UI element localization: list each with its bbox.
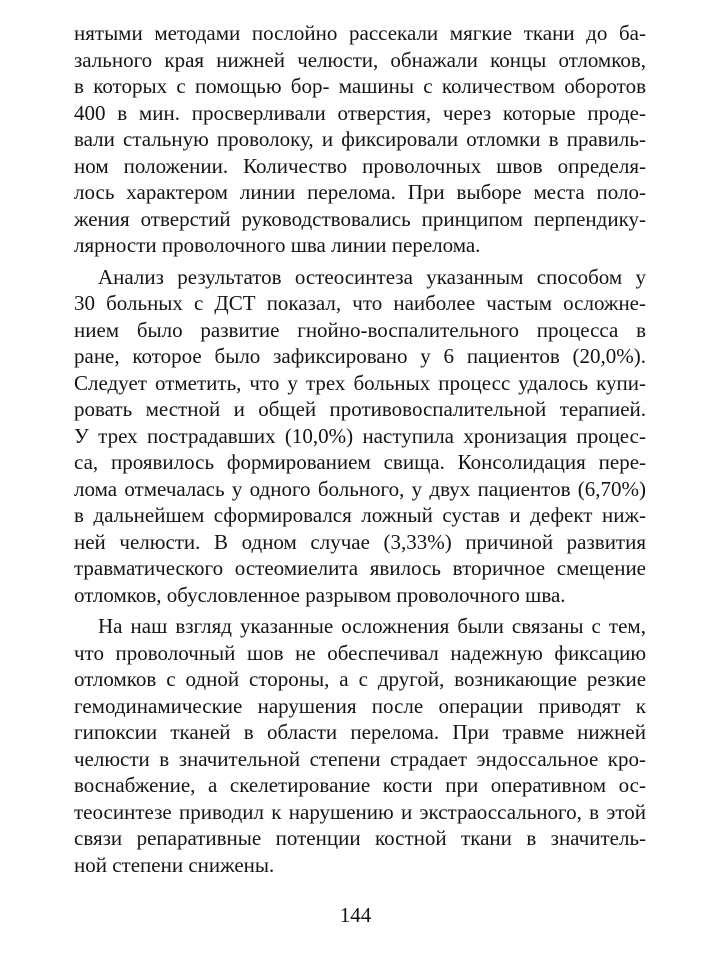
text-line: нятыми методами послойно рассекали мягкие ткани до ба- (74, 21, 646, 45)
text-line: воснабжение, а скелетирование кости при оперативном ос- (74, 773, 646, 797)
text-line: ране, которое было зафиксировано у 6 пациентов (20,0%). (74, 344, 646, 368)
text-line: в дальнейшем сформировался ложный сустав и дефект ниж- (74, 503, 646, 527)
text-line: нием было развитие гнойно-воспалительного процесса в (74, 317, 647, 342)
page-number: 144 (339, 903, 372, 927)
body-text (74, 20, 646, 878)
text-line: гемодинамические нарушения после операции приводят к (74, 693, 646, 718)
text-line: в которых с помощью бор- машины с количеством оборотов (74, 74, 646, 98)
paragraph-1 (74, 20, 646, 259)
text-line: теосинтезе приводил к нарушению и экстраоссального, в этой (74, 799, 646, 824)
text-line: отломков, обусловленное разрывом проволочного шва. (74, 582, 566, 607)
text-line: са, проявилось формированием свища. Консолидация пере- (74, 450, 647, 474)
text-line: На наш взгляд указанные осложнения были связаны с тем, (98, 614, 646, 638)
text-line: 30 больных с ДСТ показал, что наиболее частым осложне- (74, 291, 646, 315)
text-line: Следует отметить, что у трех больных процесс удалось купи- (74, 370, 646, 395)
text-line: челюсти в значительной степени страдает эндоссальное кро- (74, 746, 646, 771)
text-line: травматического остеомиелита явилось вторичное смещение (74, 556, 647, 580)
text-line: 400 в мин. просверливали отверстия, через которые проде- (74, 100, 646, 125)
text-line: связи репаративные потенции костной ткани в значитель- (74, 826, 647, 850)
paragraph-2 (74, 264, 646, 609)
text-line: лома отмечалась у одного больного, у двух пациентов (6,70%) (74, 476, 647, 501)
paragraph-3 (74, 613, 646, 878)
text-line: лось характером линии перелома. При выборе места поло- (74, 180, 646, 204)
text-line: отломков с одной стороны, а с другой, возникающие резкие (74, 667, 647, 691)
text-line: ней челюсти. В одном случае (3,33%) причиной развития (74, 529, 647, 554)
text-line: что проволочный шов не обеспечивал надежную фиксацию (74, 640, 647, 665)
text-line: лярности проволочного шва линии перелома. (74, 233, 481, 257)
text-line: жения отверстий руководствовались принципом перпендику- (74, 206, 646, 231)
text-line: ном положении. Количество проволочных швов определя- (74, 153, 646, 178)
text-line: ровать местной и общей противовоспалительной терапией. (74, 397, 647, 421)
text-line: У трех пострадавших (10,0%) наступила хронизация процес- (74, 423, 646, 448)
text-line: гипоксии тканей в области перелома. При травме нижней (74, 720, 646, 744)
text-line: ной степени снижены. (74, 852, 275, 877)
text-line: Анализ результатов остеосинтеза указанным способом у (98, 264, 647, 289)
text-line: вали стальную проволоку, и фиксировали отломки в правиль- (74, 127, 646, 151)
text-line: зального края нижней челюсти, обнажали концы отломков, (74, 47, 647, 72)
